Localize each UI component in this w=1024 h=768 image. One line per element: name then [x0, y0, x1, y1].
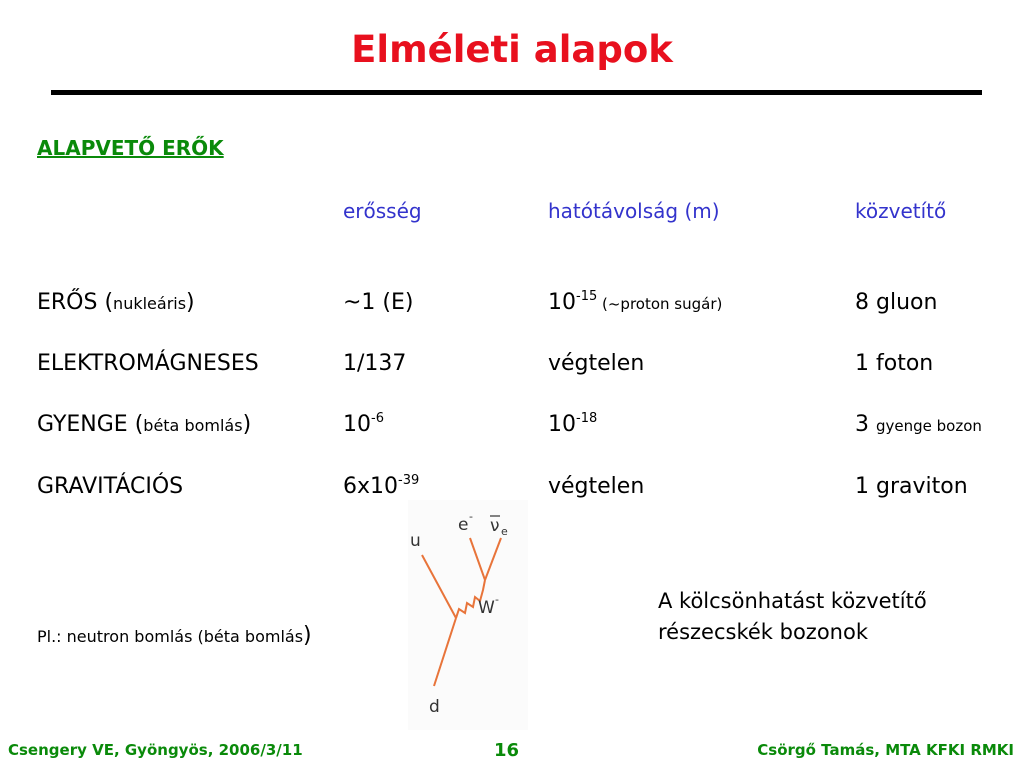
label-w-boson-sup: - — [495, 593, 499, 606]
force-name-close: ) — [186, 290, 195, 315]
example-text: Pl.: neutron bomlás (béta bomlás — [37, 627, 304, 646]
title-divider — [51, 90, 982, 95]
range-strong — [548, 290, 722, 315]
mediator-note: gyenge bozon — [876, 417, 982, 435]
force-name-strong — [37, 290, 195, 315]
label-neutrino-sub: e — [501, 525, 508, 538]
strength-base: 6x10 — [343, 474, 399, 499]
page-number: 16 — [494, 740, 520, 761]
mediator-gravitational: 1 graviton — [855, 474, 968, 499]
column-header-range: hatótávolság (m) — [548, 199, 720, 223]
range-electromagnetic: végtelen — [548, 351, 645, 376]
label-u: u — [410, 531, 421, 551]
example-paren: ) — [303, 623, 312, 648]
strength-exponent: -39 — [398, 473, 420, 488]
force-name-gravitational: GRAVITÁCIÓS — [37, 474, 184, 499]
label-d: d — [429, 697, 440, 717]
range-exponent: -15 — [576, 289, 598, 304]
slide-title: Elméleti alapok — [351, 28, 673, 71]
note-line-2: részecskék bozonok — [658, 620, 868, 644]
range-base: 10 — [548, 290, 576, 315]
label-electron: e — [458, 515, 469, 535]
column-header-mediator: közvetítő — [855, 199, 947, 223]
range-exponent: -18 — [576, 411, 598, 426]
footer-author: Csörgő Tamás, MTA KFKI RMKI — [757, 741, 1014, 759]
strength-gravitational — [343, 474, 419, 499]
force-name-note: béta bomlás — [143, 416, 243, 435]
column-header-strength: erősség — [343, 199, 422, 223]
example-caption — [37, 623, 312, 648]
beta-decay-feynman-diagram — [408, 500, 528, 730]
strength-exponent: -6 — [371, 411, 384, 426]
label-neutrino: ν — [490, 516, 500, 536]
label-w-boson: W — [478, 598, 495, 618]
strength-base: 10 — [343, 412, 371, 437]
range-gravitational: végtelen — [548, 474, 645, 499]
force-name-text: GYENGE ( — [37, 412, 144, 437]
mediator-strong: 8 gluon — [855, 290, 938, 315]
force-name-text: ERŐS ( — [37, 290, 114, 315]
strength-strong: ~1 (E) — [343, 290, 414, 315]
force-name-note: nukleáris — [113, 294, 187, 313]
boson-note — [658, 586, 998, 648]
label-electron-sup: - — [469, 510, 473, 523]
note-line-1: A kölcsönhatást közvetítő — [658, 589, 927, 613]
mediator-weak — [855, 412, 982, 437]
strength-electromagnetic: 1/137 — [343, 351, 407, 376]
force-name-electromagnetic: ELEKTROMÁGNESES — [37, 351, 259, 376]
strength-weak — [343, 412, 384, 437]
section-heading: ALAPVETŐ ERŐK — [37, 136, 224, 160]
range-base: 10 — [548, 412, 576, 437]
range-note: (~proton sugár) — [597, 295, 723, 313]
range-weak — [548, 412, 597, 437]
mediator-count: 3 — [855, 412, 876, 437]
force-name-weak — [37, 412, 251, 437]
force-name-close: ) — [242, 412, 252, 437]
footer-event: Csengery VE, Gyöngyös, 2006/3/11 — [8, 741, 303, 759]
mediator-electromagnetic: 1 foton — [855, 351, 934, 376]
